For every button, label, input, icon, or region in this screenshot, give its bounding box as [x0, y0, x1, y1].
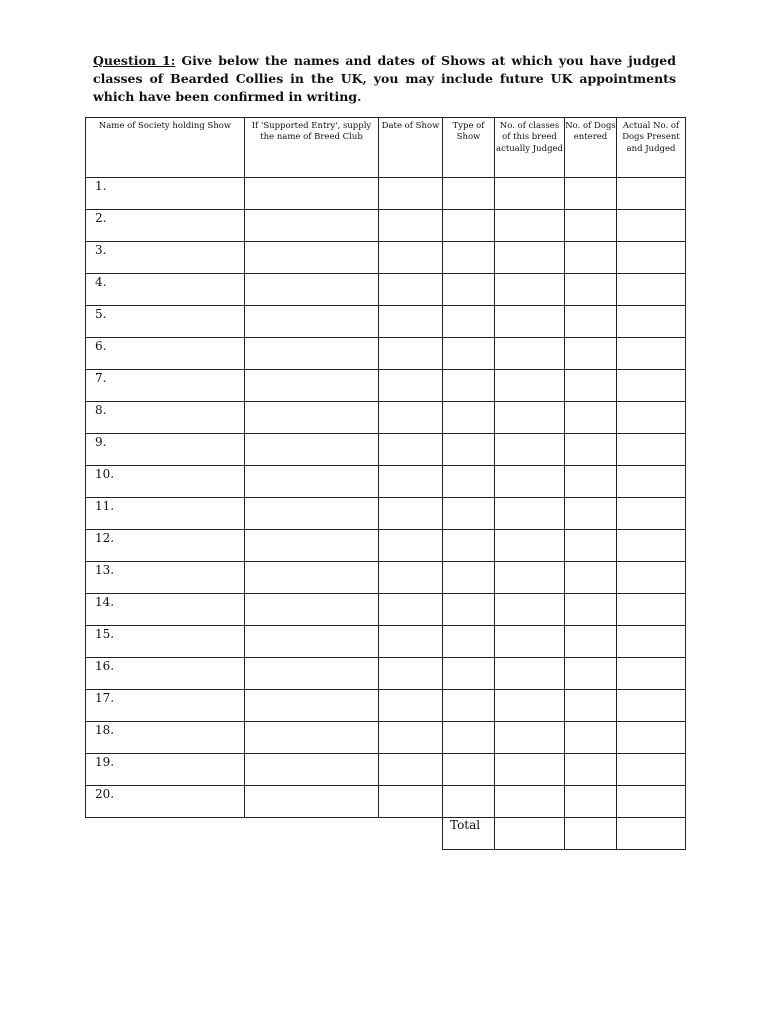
show-type-cell[interactable] — [443, 338, 495, 370]
dogs-entered-cell[interactable] — [565, 434, 617, 466]
society-name-cell[interactable] — [86, 402, 245, 434]
table-row — [86, 466, 686, 498]
table-row — [86, 626, 686, 658]
dogs-entered-cell[interactable] — [565, 562, 617, 594]
date-cell[interactable] — [379, 402, 443, 434]
row-number: 20. — [95, 787, 115, 801]
dogs-entered-cell[interactable] — [565, 306, 617, 338]
classes-judged-cell[interactable] — [495, 562, 565, 594]
society-name-cell[interactable] — [86, 722, 245, 754]
dogs-present-cell[interactable] — [617, 530, 686, 562]
row-number: 6. — [95, 339, 107, 353]
dogs-present-cell[interactable] — [617, 690, 686, 722]
header-breed-club: If 'Supported Entry', supply the name of Breed Club — [245, 118, 379, 178]
show-type-cell[interactable] — [443, 722, 495, 754]
dogs-entered-cell[interactable] — [565, 370, 617, 402]
dogs-present-cell[interactable] — [617, 370, 686, 402]
classes-judged-cell[interactable] — [495, 370, 565, 402]
society-name-cell[interactable] — [86, 786, 245, 818]
society-name-cell[interactable] — [86, 434, 245, 466]
dogs-entered-cell[interactable] — [565, 658, 617, 690]
breed-club-cell[interactable] — [245, 306, 379, 338]
show-type-cell[interactable] — [443, 754, 495, 786]
row-number: 1. — [95, 179, 107, 193]
dogs-present-cell[interactable] — [617, 306, 686, 338]
total-dogs-present-cell[interactable] — [617, 818, 686, 850]
date-cell[interactable] — [379, 626, 443, 658]
table-row — [86, 306, 686, 338]
shows-judged-table — [85, 117, 686, 850]
row-number: 8. — [95, 403, 107, 417]
dogs-entered-cell[interactable] — [565, 754, 617, 786]
society-name-cell[interactable] — [86, 562, 245, 594]
dogs-present-cell[interactable] — [617, 210, 686, 242]
show-type-cell[interactable] — [443, 690, 495, 722]
date-cell[interactable] — [379, 434, 443, 466]
table-row — [86, 530, 686, 562]
date-cell[interactable] — [379, 338, 443, 370]
row-number: 10. — [95, 467, 115, 481]
show-type-cell[interactable] — [443, 594, 495, 626]
header-show-type: Type of Show — [443, 118, 495, 178]
row-number: 15. — [95, 627, 115, 641]
date-cell[interactable] — [379, 786, 443, 818]
dogs-present-cell[interactable] — [617, 722, 686, 754]
show-type-cell[interactable] — [443, 370, 495, 402]
society-name-cell[interactable] — [86, 690, 245, 722]
classes-judged-cell[interactable] — [495, 306, 565, 338]
total-row — [86, 818, 686, 850]
row-number: 3. — [95, 243, 107, 257]
classes-judged-cell[interactable] — [495, 402, 565, 434]
row-number: 7. — [95, 371, 107, 385]
table-row — [86, 722, 686, 754]
dogs-entered-cell[interactable] — [565, 274, 617, 306]
header-row — [86, 118, 686, 178]
dogs-entered-cell[interactable] — [565, 178, 617, 210]
breed-club-cell[interactable] — [245, 466, 379, 498]
show-type-cell[interactable] — [443, 306, 495, 338]
dogs-present-cell[interactable] — [617, 338, 686, 370]
row-number: 14. — [95, 595, 115, 609]
total-dogs-entered-cell[interactable] — [565, 818, 617, 850]
breed-club-cell[interactable] — [245, 274, 379, 306]
show-type-cell[interactable] — [443, 562, 495, 594]
classes-judged-cell[interactable] — [495, 210, 565, 242]
table-row — [86, 274, 686, 306]
table-row — [86, 498, 686, 530]
dogs-present-cell[interactable] — [617, 434, 686, 466]
classes-judged-cell[interactable] — [495, 722, 565, 754]
society-name-cell[interactable] — [86, 626, 245, 658]
dogs-present-cell[interactable] — [617, 754, 686, 786]
society-name-cell[interactable] — [86, 242, 245, 274]
breed-club-cell[interactable] — [245, 658, 379, 690]
show-type-cell[interactable] — [443, 402, 495, 434]
classes-judged-cell[interactable] — [495, 658, 565, 690]
question-text: Give below the names and dates of Shows at which you have judged classes of Bearded Collies in the UK, you may include future UK appointments which have been confirmed in writing. — [93, 53, 676, 104]
table-row — [86, 402, 686, 434]
classes-judged-cell[interactable] — [495, 498, 565, 530]
table-row — [86, 178, 686, 210]
society-name-cell[interactable] — [86, 178, 245, 210]
dogs-entered-cell[interactable] — [565, 626, 617, 658]
classes-judged-cell[interactable] — [495, 594, 565, 626]
society-name-cell[interactable] — [86, 306, 245, 338]
total-label: Total — [443, 818, 495, 850]
table-row — [86, 210, 686, 242]
row-number: 19. — [95, 755, 115, 769]
table-row — [86, 754, 686, 786]
dogs-present-cell[interactable] — [617, 466, 686, 498]
dogs-entered-cell[interactable] — [565, 498, 617, 530]
show-type-cell[interactable] — [443, 786, 495, 818]
breed-club-cell[interactable] — [245, 754, 379, 786]
date-cell[interactable] — [379, 594, 443, 626]
classes-judged-cell[interactable] — [495, 434, 565, 466]
show-type-cell[interactable] — [443, 530, 495, 562]
breed-club-cell[interactable] — [245, 722, 379, 754]
dogs-present-cell[interactable] — [617, 178, 686, 210]
header-classes-judged: No. of classes of this breed actually Judged — [495, 118, 565, 178]
society-name-cell[interactable] — [86, 498, 245, 530]
row-number: 16. — [95, 659, 115, 673]
row-number: 13. — [95, 563, 115, 577]
header-society-name: Name of Society holding Show — [86, 118, 245, 178]
date-cell[interactable] — [379, 274, 443, 306]
dogs-present-cell[interactable] — [617, 786, 686, 818]
table-row — [86, 338, 686, 370]
date-cell[interactable] — [379, 498, 443, 530]
date-cell[interactable] — [379, 530, 443, 562]
dogs-present-cell[interactable] — [617, 402, 686, 434]
dogs-entered-cell[interactable] — [565, 242, 617, 274]
dogs-entered-cell[interactable] — [565, 210, 617, 242]
society-name-cell[interactable] — [86, 370, 245, 402]
row-number: 9. — [95, 435, 107, 449]
show-type-cell[interactable] — [443, 178, 495, 210]
row-number: 18. — [95, 723, 115, 737]
dogs-present-cell[interactable] — [617, 658, 686, 690]
show-type-cell[interactable] — [443, 242, 495, 274]
row-number: 2. — [95, 211, 107, 225]
show-type-cell[interactable] — [443, 498, 495, 530]
breed-club-cell[interactable] — [245, 594, 379, 626]
date-cell[interactable] — [379, 306, 443, 338]
dogs-entered-cell[interactable] — [565, 594, 617, 626]
dogs-present-cell[interactable] — [617, 242, 686, 274]
row-number: 4. — [95, 275, 107, 289]
row-number: 17. — [95, 691, 115, 705]
show-type-cell[interactable] — [443, 658, 495, 690]
classes-judged-cell[interactable] — [495, 786, 565, 818]
date-cell[interactable] — [379, 722, 443, 754]
society-name-cell[interactable] — [86, 530, 245, 562]
total-row-spacer — [86, 818, 443, 850]
dogs-entered-cell[interactable] — [565, 530, 617, 562]
date-cell[interactable] — [379, 658, 443, 690]
society-name-cell[interactable] — [86, 210, 245, 242]
header-date: Date of Show — [379, 118, 443, 178]
dogs-present-cell[interactable] — [617, 594, 686, 626]
question-1 — [93, 52, 676, 106]
classes-judged-cell[interactable] — [495, 338, 565, 370]
society-name-cell[interactable] — [86, 274, 245, 306]
row-number: 5. — [95, 307, 107, 321]
table-row — [86, 690, 686, 722]
breed-club-cell[interactable] — [245, 178, 379, 210]
classes-judged-cell[interactable] — [495, 274, 565, 306]
date-cell[interactable] — [379, 370, 443, 402]
show-type-cell[interactable] — [443, 466, 495, 498]
table-row — [86, 562, 686, 594]
dogs-present-cell[interactable] — [617, 274, 686, 306]
dogs-present-cell[interactable] — [617, 626, 686, 658]
date-cell[interactable] — [379, 210, 443, 242]
table-row — [86, 434, 686, 466]
breed-club-cell[interactable] — [245, 242, 379, 274]
total-classes-judged-cell[interactable] — [495, 818, 565, 850]
breed-club-cell[interactable] — [245, 786, 379, 818]
date-cell[interactable] — [379, 178, 443, 210]
show-type-cell[interactable] — [443, 434, 495, 466]
society-name-cell[interactable] — [86, 338, 245, 370]
dogs-entered-cell[interactable] — [565, 690, 617, 722]
breed-club-cell[interactable] — [245, 626, 379, 658]
breed-club-cell[interactable] — [245, 498, 379, 530]
table-row — [86, 594, 686, 626]
classes-judged-cell[interactable] — [495, 178, 565, 210]
breed-club-cell[interactable] — [245, 434, 379, 466]
row-number: 11. — [95, 499, 115, 513]
society-name-cell[interactable] — [86, 466, 245, 498]
breed-club-cell[interactable] — [245, 210, 379, 242]
dogs-entered-cell[interactable] — [565, 722, 617, 754]
header-dogs-present: Actual No. of Dogs Present and Judged — [617, 118, 686, 178]
date-cell[interactable] — [379, 690, 443, 722]
society-name-cell[interactable] — [86, 658, 245, 690]
dogs-entered-cell[interactable] — [565, 466, 617, 498]
question-label: Question 1: — [93, 53, 176, 68]
show-type-cell[interactable] — [443, 210, 495, 242]
classes-judged-cell[interactable] — [495, 530, 565, 562]
classes-judged-cell[interactable] — [495, 466, 565, 498]
table-row — [86, 242, 686, 274]
table-row — [86, 786, 686, 818]
breed-club-cell[interactable] — [245, 370, 379, 402]
header-dogs-entered: No. of Dogs entered — [565, 118, 617, 178]
show-type-cell[interactable] — [443, 274, 495, 306]
breed-club-cell[interactable] — [245, 530, 379, 562]
society-name-cell[interactable] — [86, 754, 245, 786]
classes-judged-cell[interactable] — [495, 690, 565, 722]
row-number: 12. — [95, 531, 115, 545]
classes-judged-cell[interactable] — [495, 626, 565, 658]
date-cell[interactable] — [379, 242, 443, 274]
dogs-entered-cell[interactable] — [565, 338, 617, 370]
breed-club-cell[interactable] — [245, 338, 379, 370]
breed-club-cell[interactable] — [245, 690, 379, 722]
table-body — [86, 178, 686, 818]
breed-club-cell[interactable] — [245, 402, 379, 434]
show-type-cell[interactable] — [443, 626, 495, 658]
classes-judged-cell[interactable] — [495, 754, 565, 786]
date-cell[interactable] — [379, 754, 443, 786]
dogs-entered-cell[interactable] — [565, 402, 617, 434]
table-row — [86, 370, 686, 402]
date-cell[interactable] — [379, 466, 443, 498]
dogs-present-cell[interactable] — [617, 562, 686, 594]
date-cell[interactable] — [379, 562, 443, 594]
breed-club-cell[interactable] — [245, 562, 379, 594]
table-row — [86, 658, 686, 690]
dogs-entered-cell[interactable] — [565, 786, 617, 818]
classes-judged-cell[interactable] — [495, 242, 565, 274]
dogs-present-cell[interactable] — [617, 498, 686, 530]
society-name-cell[interactable] — [86, 594, 245, 626]
